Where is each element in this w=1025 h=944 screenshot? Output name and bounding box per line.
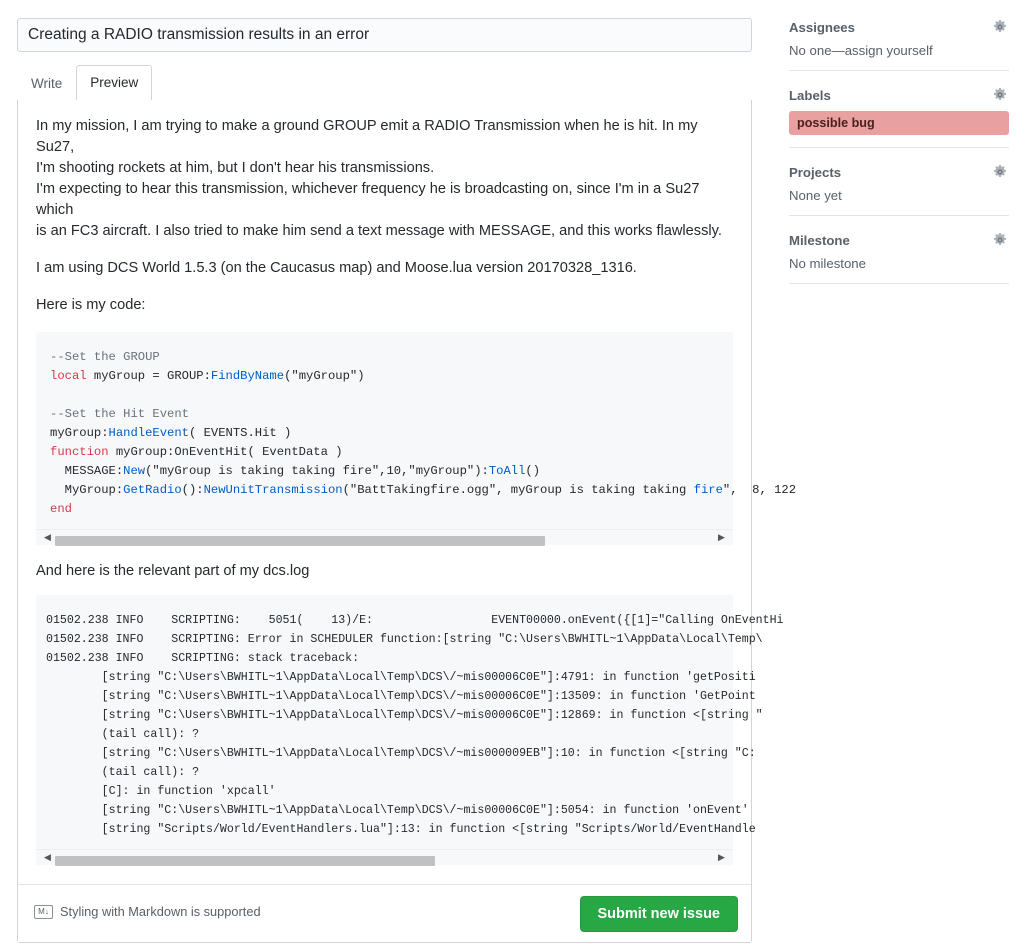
code-fn-handleevent: HandleEvent [108, 426, 189, 440]
code-line7-b: ("myGroup is taking taking fire",10,"myGroup"): [145, 464, 489, 478]
form-footer [18, 884, 751, 942]
log-scroll-track[interactable] [55, 853, 714, 863]
markdown-support-note [34, 904, 261, 919]
code-block-lua [36, 332, 797, 529]
code-line8-b: (): [181, 483, 204, 497]
code-kw-end: end [50, 502, 72, 516]
issue-title-input[interactable] [17, 18, 752, 52]
markdown-icon: M↓ [34, 905, 53, 919]
preview-content [18, 100, 751, 316]
code-line8-d: ", 8, 122 [722, 483, 797, 497]
code-block-log [36, 595, 784, 849]
log-scroll-right-arrow[interactable]: ▶ [714, 850, 729, 865]
code-comment-1: --Set the GROUP [50, 350, 160, 364]
code-line2-b: ("myGroup") [284, 369, 365, 383]
projects-value: None yet [789, 188, 842, 203]
sidebar-section-milestone [789, 216, 1009, 284]
preview-paragraph-2: I am using DCS World 1.5.3 (on the Caucasus map) and Moose.lua version 20170328_1316. [36, 260, 637, 276]
code-line8-a: MyGroup: [50, 483, 124, 497]
log-scroll-left-arrow[interactable]: ◀ [40, 850, 55, 865]
assignees-value[interactable]: No one—assign yourself [789, 43, 933, 58]
code-scroll-track[interactable] [55, 533, 714, 543]
gear-icon[interactable] [992, 164, 1008, 180]
sidebar-section-projects [789, 148, 1009, 216]
preview-p1-line3: I'm expecting to hear this transmission, whichever frequency he is broadcasting on, since I'm in a Su27 which [36, 181, 700, 218]
code-line8-fire: fire [693, 483, 723, 497]
log-line-4: [string "C:\Users\BWHITL~1\AppData\Local\Temp\DCS\/~mis00006C0E"]:13509: in function 'GetPoint [46, 690, 756, 703]
log-line-0: 01502.238 INFO SCRIPTING: 5051( 13)/E: EVENT00000.onEvent({[1]="Calling OnEventHi [46, 614, 784, 627]
scroll-right-arrow[interactable]: ▶ [714, 530, 729, 545]
preview-middle-text: And here is the relevant part of my dcs.log [36, 563, 310, 579]
preview-p1-line2: I'm shooting rockets at him, but I don't hear his transmissions. [36, 160, 435, 176]
log-line-2: 01502.238 INFO SCRIPTING: stack traceback: [46, 652, 360, 665]
code-fn-findbyname: FindByName [210, 369, 285, 383]
log-line-9: [C]: in function 'xpcall' [46, 785, 276, 798]
log-line-1: 01502.238 INFO SCRIPTING: Error in SCHEDULER function:[string "C:\Users\BWHITL~1\AppData\Local\Temp\ [46, 633, 763, 646]
log-horizontal-scrollbar[interactable] [36, 849, 733, 865]
milestone-title: Milestone [789, 233, 850, 248]
log-line-5: [string "C:\Users\BWHITL~1\AppData\Local\Temp\DCS\/~mis00006C0E"]:12869: in function <[string " [46, 709, 763, 722]
code-line7-c: () [525, 464, 541, 478]
code-line5-a: myGroup: [50, 426, 109, 440]
projects-title: Projects [789, 165, 842, 180]
code-line5-b: ( EVENTS.Hit ) [188, 426, 292, 440]
log-line-6: (tail call): ? [46, 728, 200, 741]
gear-icon[interactable] [992, 87, 1008, 103]
issue-sidebar [789, 0, 1009, 284]
gear-icon[interactable] [992, 19, 1008, 35]
sidebar-section-assignees [789, 0, 1009, 71]
code-line7-a: MESSAGE: [50, 464, 124, 478]
code-fn-getradio: GetRadio [123, 483, 182, 497]
preview-panel [17, 100, 797, 943]
preview-paragraph-1 [36, 116, 733, 242]
code-fn-new: New [123, 464, 146, 478]
submit-new-issue-button[interactable]: Submit new issue [580, 896, 738, 932]
editor-tabs [17, 65, 752, 101]
code-kw-function: function [50, 445, 109, 459]
code-scroll-thumb[interactable] [55, 536, 545, 546]
code-line6-rest: myGroup:OnEventHit( EventData ) [108, 445, 343, 459]
code-line8-c: ("BattTakingfire.ogg", myGroup is taking taking [342, 483, 694, 497]
log-line-8: (tail call): ? [46, 766, 200, 779]
code-horizontal-scrollbar[interactable] [36, 529, 733, 545]
sidebar-section-labels [789, 71, 1009, 148]
preview-p1-line4: is an FC3 aircraft. I also tried to make him send a text message with MESSAGE, and this works flawlessly. [36, 223, 722, 239]
tab-preview[interactable]: Preview [76, 65, 152, 101]
milestone-value: No milestone [789, 256, 866, 271]
code-kw-local: local [50, 369, 87, 383]
gear-icon[interactable] [992, 232, 1008, 248]
preview-paragraph-3: Here is my code: [36, 297, 146, 313]
log-line-10: [string "C:\Users\BWHITL~1\AppData\Local\Temp\DCS\/~mis00006C0E"]:5054: in function 'onEvent' [46, 804, 749, 817]
code-fn-newunittransmission: NewUnitTransmission [203, 483, 343, 497]
log-line-3: [string "C:\Users\BWHITL~1\AppData\Local\Temp\DCS\/~mis00006C0E"]:4791: in function 'getPositi [46, 671, 756, 684]
assignees-title: Assignees [789, 20, 855, 35]
labels-title: Labels [789, 88, 831, 103]
log-scroll-thumb[interactable] [55, 856, 435, 866]
label-chip-possible-bug[interactable]: possible bug [789, 111, 1009, 135]
preview-p1-line1: In my mission, I am trying to make a ground GROUP emit a RADIO Transmission when he is hit. In my Su27, [36, 118, 698, 155]
code-line2-a: myGroup = GROUP: [86, 369, 211, 383]
log-line-7: [string "C:\Users\BWHITL~1\AppData\Local\Temp\DCS\/~mis000009EB"]:10: in function <[string "C: [46, 747, 756, 760]
markdown-note-text: Styling with Markdown is supported [60, 904, 261, 919]
log-line-11: [string "Scripts/World/EventHandlers.lua"]:13: in function <[string "Scripts/World/EventHandle [46, 823, 756, 836]
scroll-left-arrow[interactable]: ◀ [40, 530, 55, 545]
code-comment-2: --Set the Hit Event [50, 407, 189, 421]
tab-write[interactable]: Write [31, 76, 63, 91]
code-fn-toall: ToAll [488, 464, 526, 478]
